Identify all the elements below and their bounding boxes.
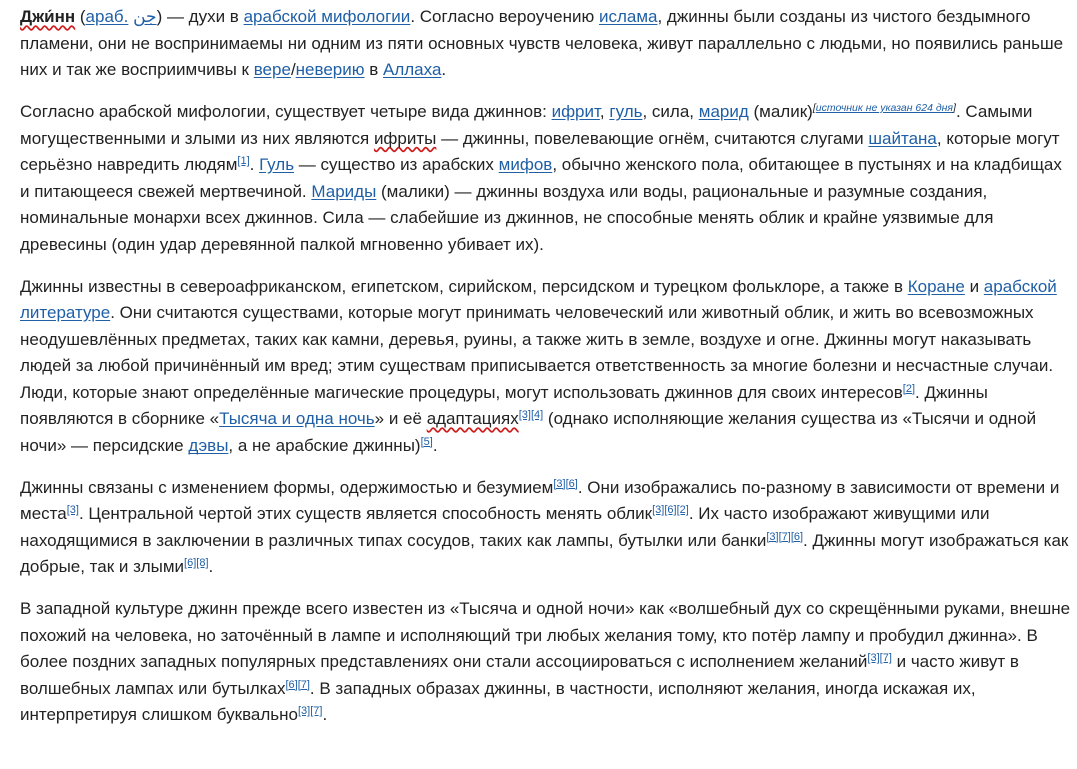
text: , обычно женского пола, обитающее в пустынях и на кладбищах и питающееся свежей мертвечиной. [20, 155, 1062, 201]
text: в [364, 60, 383, 79]
paragraph-western [20, 596, 1071, 729]
text: ] [953, 102, 956, 114]
text: Согласно арабской мифологии, существует четыре вида джиннов: [20, 102, 552, 121]
footnote-link[interactable]: [3] [518, 409, 531, 421]
text: . Джинны могут изображаться как добрые, так и злыми [20, 530, 1069, 576]
text: — джинны, повелевающие огнём, считаются слугами [436, 128, 869, 148]
footnote-ref [652, 504, 689, 516]
text: . [322, 705, 328, 724]
footnote-ref [867, 652, 891, 664]
footnote-link[interactable]: [5] [420, 435, 433, 448]
text: . Самыми могущественными и злыми из них являются [20, 102, 1033, 148]
text: . Центральной чертой этих существ является способность менять облик [78, 504, 653, 523]
text: / [290, 60, 296, 79]
footnote-ref [421, 436, 433, 448]
link-marid[interactable]: марид [698, 102, 749, 121]
footnote-link[interactable]: [6] [790, 530, 804, 543]
footnote-link[interactable]: [6] [285, 678, 298, 691]
footnote-ref [298, 705, 322, 717]
link-arab-literature[interactable]: арабской литературе [20, 276, 1057, 322]
link-arab-mythology[interactable]: арабской мифологии [243, 7, 411, 26]
link-faith[interactable]: вере [253, 60, 291, 79]
footnote-ref [766, 531, 803, 543]
footnote-ref [553, 478, 577, 490]
text: . Согласно вероучению [410, 7, 599, 26]
footnote-link[interactable]: [1] [237, 155, 250, 167]
link-islam[interactable]: ислама [598, 7, 658, 26]
text: , сила, [642, 102, 699, 121]
link-myths[interactable]: мифов [498, 155, 553, 174]
footnote-link[interactable]: [3] [766, 530, 779, 543]
spellcheck-word: адаптациях [426, 409, 519, 428]
text: В западной культуре джинн прежде всего известен из «Тысяча и одной ночи» как «волшебный дух со скрещёнными руками, внешне похожий на человека, но заточённый в лампе и исполняющий три любых желания тому, кто потёр лампу и пробудил джинна». В более поздних западных популярных представлениях они стали ассоциироваться с исполнением желаний [20, 599, 1071, 671]
footnote-link[interactable]: [4] [530, 409, 544, 421]
paragraph-shapeshift [20, 475, 1071, 581]
article-term: Джи́нн [20, 7, 76, 26]
footnote-link[interactable]: [2] [902, 382, 915, 395]
text: ) — духи в [156, 7, 244, 26]
footnote-link[interactable]: [3] [553, 477, 566, 490]
footnote-link[interactable]: [3] [867, 652, 880, 664]
link-ghoul[interactable]: гуль [609, 102, 643, 121]
text: , а не арабские джинны) [228, 435, 421, 455]
footnote-ref [285, 679, 309, 691]
text: . Они считаются существами, которые могут принимать человеческий или животный облик, и жить во всевозможных неодушевлённых предметах, таких как камни, деревья, руины, а также жить в земле, воздухе и огне. Джинны могут наказывать людей за любой причинённый им вред; этим существам приписывается ответственность за многие болезни и несчастные случаи. Люди, которые знают определённые магические процедуры, могут использовать джиннов для своих интересов [20, 303, 1054, 402]
text: . Они изображались по-разному в зависимости от времени и места [20, 477, 1060, 523]
footnote-link[interactable]: [8] [196, 557, 209, 569]
footnote-ref [519, 409, 543, 421]
citation-needed-link[interactable]: источник не указан 624 дня [815, 102, 954, 114]
link-ghoul-2[interactable]: Гуль [259, 155, 295, 174]
text: , джинны были созданы из чистого бездымного пламени, они не воспринимаемы ни одним из пяти основных чувств человека, живут параллельно с людьми, но появились раньше них и так же восприимчивы к [20, 7, 1064, 79]
text: — существо из арабских [294, 155, 499, 174]
text: [ [812, 102, 816, 114]
text: . [249, 155, 260, 174]
link-unbelief[interactable]: неверию [295, 60, 365, 79]
text: . Их часто изображают живущими или находящимися в заключении в различных типах сосудов, таких как лампы, бутылки или банки [20, 504, 990, 550]
text: (малики) — джинны воздуха или воды, рациональные и разумные создания, номинальные монархи всех джиннов. Сила — слабейшие из джиннов, не способные менять облик и крайне уязвимые для древесины (один удар деревянной палкой мгновенно убивает их). [20, 181, 994, 254]
link-arab-abbr[interactable]: араб. [85, 7, 129, 26]
footnote-ref [237, 155, 249, 167]
text: , [599, 102, 610, 121]
text: . [441, 60, 447, 79]
text: (однако исполняющие желания существа из «Тысячи и одной ночи» — персидские [20, 409, 1037, 455]
text: и [964, 276, 984, 296]
footnote-link[interactable]: [7] [778, 530, 791, 543]
footnote-ref [67, 504, 79, 516]
text: ( [75, 7, 86, 26]
footnote-link[interactable]: [7] [297, 678, 310, 691]
link-shaitan[interactable]: шайтана [868, 128, 937, 148]
footnote-link[interactable]: [3] [66, 504, 79, 516]
paragraph-intro [20, 4, 1071, 84]
footnote-link[interactable]: [2] [676, 504, 689, 516]
footnote-link[interactable]: [7] [310, 705, 323, 717]
text: . [208, 557, 214, 576]
footnote-link[interactable]: [7] [879, 652, 892, 664]
footnote-link[interactable]: [6] [184, 557, 197, 569]
link-ifrit[interactable]: ифрит [551, 102, 600, 121]
text: Джинны связаны с изменением формы, одержимостью и безумием [20, 477, 554, 497]
link-arabic-word[interactable]: جن [133, 7, 157, 26]
paragraph-folklore [20, 274, 1071, 460]
link-quran[interactable]: Коране [907, 276, 965, 296]
text: Джинны известны в североафриканском, египетском, сирийском, персидском и турецком фольклоре, а также в [20, 276, 908, 296]
text: и часто живут в волшебных лампах или бутылках [20, 652, 1019, 698]
footnote-link[interactable]: [3] [652, 504, 665, 516]
link-marids[interactable]: Мариды [311, 181, 377, 201]
link-devy[interactable]: дэвы [188, 435, 229, 455]
text: (малик) [748, 102, 813, 121]
spellcheck-word: ифриты [373, 128, 437, 148]
text: . [432, 435, 438, 455]
text: , которые могут серьёзно навредить людям [20, 128, 1060, 174]
footnote-link[interactable]: [6] [565, 477, 578, 490]
link-allah[interactable]: Аллаха [383, 60, 442, 79]
text: » и её [374, 409, 427, 428]
paragraph-types [20, 99, 1071, 258]
text: . Джинны появляются в сборнике « [20, 382, 988, 428]
text: . В западных образах джинны, в частности, исполняют желания, иногда искажая их, интерпретируя слишком буквально [20, 678, 976, 724]
citation-needed-note [813, 102, 956, 114]
footnote-link[interactable]: [6] [664, 504, 677, 516]
link-1001-nights[interactable]: Тысяча и одна ночь [219, 409, 375, 428]
footnote-link[interactable]: [3] [298, 705, 311, 717]
footnote-ref [184, 557, 208, 569]
footnote-ref [903, 383, 915, 395]
